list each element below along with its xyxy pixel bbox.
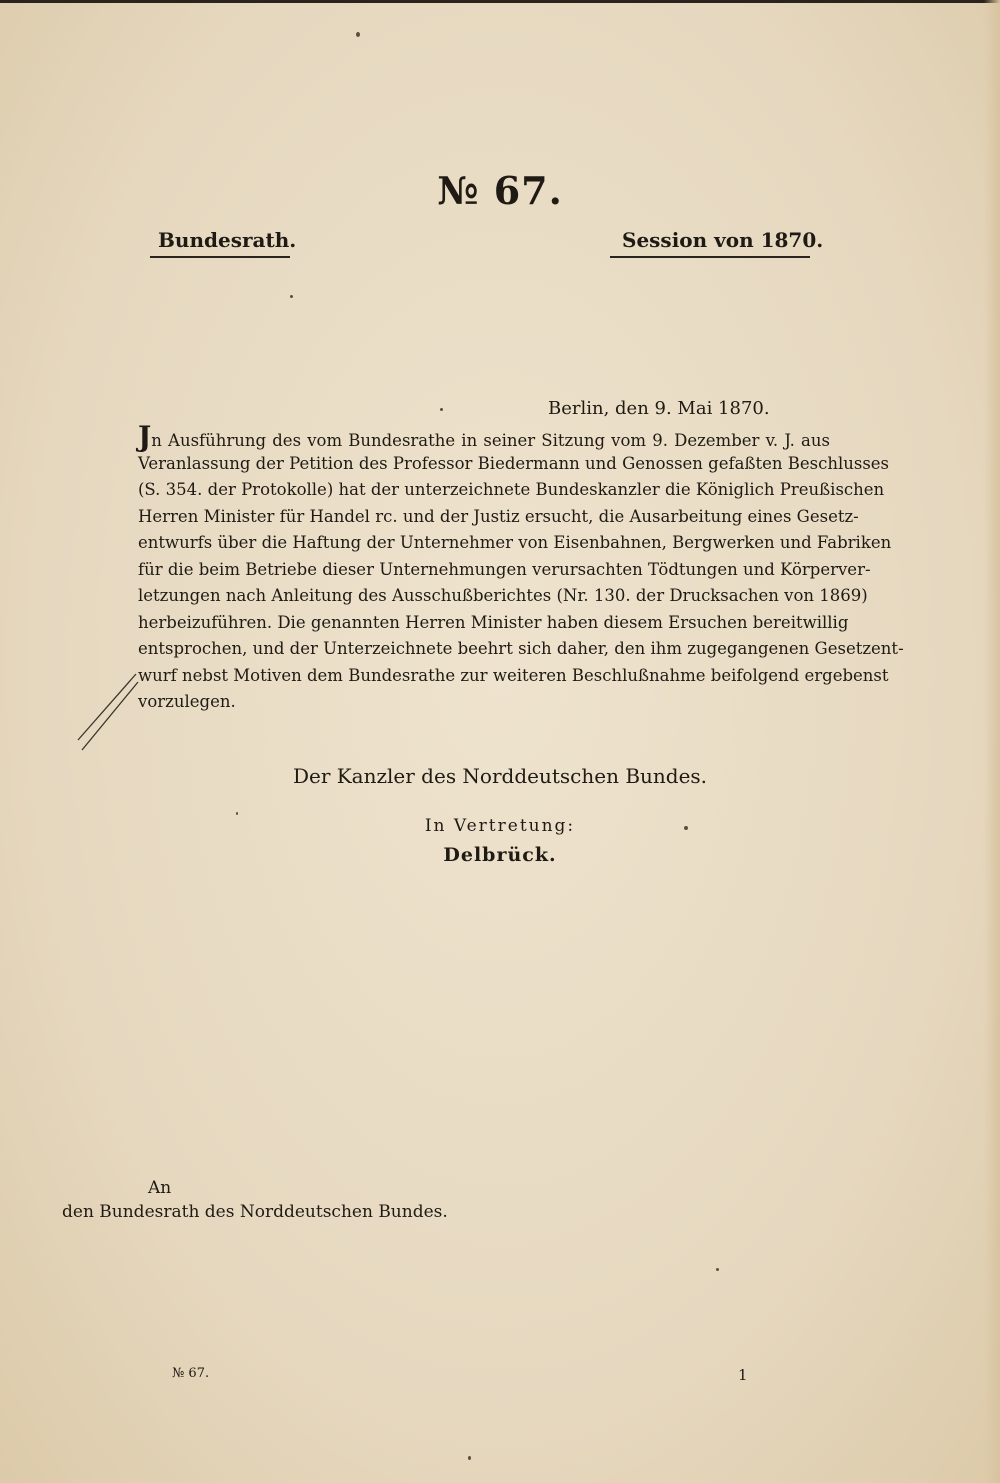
body-line: Herren Minister für Handel rc. und der Justiz ersucht, die Ausarbeitung eines Gesetz- <box>138 506 859 526</box>
signature-name: Delbrück. <box>443 844 557 866</box>
paper-speck <box>440 408 443 411</box>
body-line: Jn Ausführung des vom Bundesrathe in seiner Sitzung vom 9. Dezember v. J. aus <box>138 420 830 453</box>
paper-speck <box>356 32 360 37</box>
body-line: Veranlassung der Petition des Professor Biedermann und Genossen gefaßten Beschlusses <box>138 453 890 473</box>
address-line-2: den Bundesrath des Norddeutschen Bundes. <box>62 1202 448 1222</box>
dateline: Berlin, den 9. Mai 1870. <box>548 398 770 419</box>
header-right-label: Session von 1870. <box>622 228 824 252</box>
page-right-edge <box>984 0 1000 1483</box>
body-line: für die beim Betriebe dieser Unternehmungen verursachten Tödtungen und Körperver- <box>138 559 871 579</box>
paper-speck <box>684 826 688 830</box>
body-line: (S. 354. der Protokolle) hat der unterzeichnete Bundeskanzler die Königlich Preußischen <box>138 480 885 499</box>
body-line: entsprochen, und der Unterzeichnete beehrt sich daher, den ihm zugegangenen Gesetzent- <box>138 639 904 658</box>
body-line: letzungen nach Anleitung des Ausschußberichtes (Nr. 130. der Drucksachen von 1869) <box>138 586 868 605</box>
pencil-slash-mark <box>76 672 140 752</box>
header-left-label: Bundesrath. <box>158 228 297 252</box>
address-line-1: An <box>148 1178 172 1198</box>
paper-speck <box>290 295 293 298</box>
header-left-rule <box>150 256 290 258</box>
body-line: vorzulegen. <box>138 692 236 711</box>
footer-number: № 67. <box>172 1366 210 1381</box>
letter-body <box>138 420 904 716</box>
page-top-edge <box>0 0 1000 3</box>
body-line: entwurfs über die Haftung der Unternehmer von Eisenbahnen, Bergwerken und Fabriken <box>138 533 892 552</box>
document-number: № 67. <box>437 168 563 213</box>
drop-cap: J <box>138 420 152 453</box>
page-number: 1 <box>738 1366 748 1384</box>
body-line: wurf nebst Motiven dem Bundesrathe zur weiteren Beschlußnahme beifolgend ergebenst <box>138 665 889 685</box>
signature-title: Der Kanzler des Norddeutschen Bundes. <box>292 764 708 788</box>
paper-speck <box>468 1456 471 1460</box>
paper-speck <box>716 1268 719 1271</box>
body-line: herbeizuführen. Die genannten Herren Minister haben diesem Ersuchen bereitwillig <box>138 612 849 632</box>
paper-speck <box>236 812 238 815</box>
header-right-rule <box>610 256 810 258</box>
signature-deputy-label: In Vertretung: <box>424 816 576 836</box>
